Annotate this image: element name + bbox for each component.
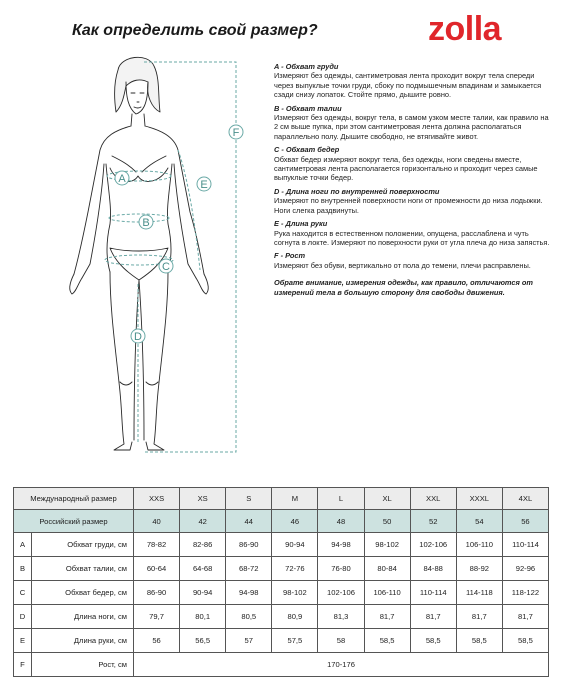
table-cell: 56 <box>134 629 180 653</box>
marker-a: A <box>118 173 126 185</box>
intl-size: XXL <box>410 488 456 510</box>
table-cell: 114-118 <box>456 581 502 605</box>
table-cell: 81,7 <box>456 605 502 629</box>
table-cell: 92-96 <box>502 557 548 581</box>
row-letter: D <box>14 605 32 629</box>
table-cell: 106-110 <box>364 581 410 605</box>
measure-f-heading: F - Рост <box>274 251 306 261</box>
rus-size: 50 <box>364 510 410 533</box>
measure-c-heading: C - Обхват бедер <box>274 145 340 155</box>
table-cell: 94-98 <box>226 581 272 605</box>
table-cell: 84-88 <box>410 557 456 581</box>
table-cell: 80,5 <box>226 605 272 629</box>
marker-d: D <box>134 331 142 343</box>
rus-size: 42 <box>180 510 226 533</box>
row-label: Обхват груди, см <box>32 533 134 557</box>
rus-size: 48 <box>318 510 364 533</box>
rus-size: 44 <box>226 510 272 533</box>
measurement-descriptions <box>274 62 550 297</box>
marker-f: F <box>232 127 240 139</box>
table-cell: 90-94 <box>180 581 226 605</box>
table-cell: 88-92 <box>456 557 502 581</box>
table-cell: 86-90 <box>226 533 272 557</box>
table-cell: 57,5 <box>272 629 318 653</box>
table-cell: 81,3 <box>318 605 364 629</box>
table-cell: 90-94 <box>272 533 318 557</box>
measure-e <box>274 219 550 247</box>
brand-logo: zolla <box>428 10 502 48</box>
table-cell: 110-114 <box>502 533 548 557</box>
measure-a-heading: A - Обхват груди <box>274 62 339 71</box>
measure-a <box>274 62 550 100</box>
table-cell: 81,7 <box>410 605 456 629</box>
table-cell: 57 <box>226 629 272 653</box>
table-cell: 98-102 <box>272 581 318 605</box>
table-cell: 79,7 <box>134 605 180 629</box>
measure-f-text: Измеряют без обуви, вертикально от пола до темени, плечи расправлены. <box>274 260 531 270</box>
row-label: Обхват бедер, см <box>32 581 134 605</box>
measure-d <box>274 187 550 215</box>
measure-d-heading: D - Длина ноги по внутренней поверхности <box>274 186 440 196</box>
rus-size-row <box>14 510 549 533</box>
intl-size-row <box>14 488 549 510</box>
fit-note: Обрате внимание, измерения одежды, как правило, отличаются от измерений тела в большую сторону для свободы движения. <box>274 278 533 297</box>
measure-c <box>274 145 550 183</box>
intl-size: M <box>272 488 318 510</box>
table-cell: 86-90 <box>134 581 180 605</box>
measure-b-heading: B - Обхват талии <box>274 103 342 113</box>
table-cell: 106-110 <box>456 533 502 557</box>
intl-size: S <box>226 488 272 510</box>
measure-f <box>274 251 550 270</box>
table-cell: 58,5 <box>456 629 502 653</box>
intl-size: XXS <box>134 488 180 510</box>
intl-size: XS <box>180 488 226 510</box>
table-cell: 78-82 <box>134 533 180 557</box>
rus-size: 46 <box>272 510 318 533</box>
table-cell: 64-68 <box>180 557 226 581</box>
row-label: Длина руки, см <box>32 629 134 653</box>
table-cell: 80,9 <box>272 605 318 629</box>
measure-a-text: Измеряют без одежды, сантиметровая лента проходит вокруг тела спереди через выпуклые точки груди, сбоку по подмышечным впадинам и замыкается сзади снизу лопаток. Стойте прямо, дышите ровно. <box>274 71 542 100</box>
size-table <box>13 487 549 677</box>
rus-size: 54 <box>456 510 502 533</box>
page-title: Как определить свой размер? <box>72 22 318 39</box>
rus-size-label: Российский размер <box>14 510 134 533</box>
rus-size: 40 <box>134 510 180 533</box>
row-letter: F <box>14 653 32 677</box>
marker-c: C <box>162 261 170 273</box>
table-cell: 81,7 <box>364 605 410 629</box>
table-cell: 110-114 <box>410 581 456 605</box>
row-letter: C <box>14 581 32 605</box>
table-cell: 80-84 <box>364 557 410 581</box>
row-label: Рост, см <box>32 653 134 677</box>
table-cell: 81,7 <box>502 605 548 629</box>
rus-size: 52 <box>410 510 456 533</box>
measure-c-text: Обхват бедер измеряют вокруг тела, без одежды, ноги сведены вместе, сантиметровая лента располагается горизонтально и проходит через самые выпуклые точки бедер. <box>274 154 538 183</box>
row-letter: B <box>14 557 32 581</box>
measure-b-text: Измеряют без одежды, вокруг тела, в самом узком месте талии, как правило на 2 см выше пупка, при этом сантиметровая лента должна располагаться параллельно полу. Дышите свободно, не втягивайте живот. <box>274 113 549 141</box>
table-cell: 58,5 <box>410 629 456 653</box>
table-row-hips <box>14 581 549 605</box>
table-cell: 68-72 <box>226 557 272 581</box>
table-cell: 58,5 <box>502 629 548 653</box>
row-label: Длина ноги, см <box>32 605 134 629</box>
table-row-leg-length <box>14 605 549 629</box>
table-cell: 82-86 <box>180 533 226 557</box>
table-row-height <box>14 653 549 677</box>
table-cell: 118-122 <box>502 581 548 605</box>
measure-b <box>274 104 550 142</box>
intl-size: XL <box>364 488 410 510</box>
row-letter: A <box>14 533 32 557</box>
marker-e: E <box>200 179 208 191</box>
table-cell: 102-106 <box>410 533 456 557</box>
intl-size: 4XL <box>502 488 548 510</box>
table-cell: 60-64 <box>134 557 180 581</box>
measure-e-heading: E - Длина руки <box>274 219 328 229</box>
table-cell: 102-106 <box>318 581 364 605</box>
table-cell: 58 <box>318 629 364 653</box>
body-measurement-figure <box>40 52 270 462</box>
rus-size: 56 <box>502 510 548 533</box>
table-row-waist <box>14 557 549 581</box>
height-value: 170-176 <box>134 653 549 677</box>
intl-size: XXXL <box>456 488 502 510</box>
intl-size-label: Международный размер <box>14 488 134 510</box>
table-cell: 98-102 <box>364 533 410 557</box>
table-cell: 94-98 <box>318 533 364 557</box>
table-row-arm-length <box>14 629 549 653</box>
intl-size: L <box>318 488 364 510</box>
marker-b: B <box>142 217 150 229</box>
measure-e-text: Рука находится в естественном положении, опущена, расслаблена и чуть согнута в локте. Измеряют по поверхности руки от угла плеча до низа запястья. <box>274 228 550 247</box>
row-letter: E <box>14 629 32 653</box>
table-cell: 80,1 <box>180 605 226 629</box>
measure-d-text: Измеряют по внутренней поверхности ноги от промежности до низа лодыжки. Ноги слегка раздвинуты. <box>274 196 543 215</box>
table-row-chest <box>14 533 549 557</box>
table-cell: 76-80 <box>318 557 364 581</box>
row-label: Обхват талии, см <box>32 557 134 581</box>
table-cell: 56,5 <box>180 629 226 653</box>
table-cell: 72-76 <box>272 557 318 581</box>
table-cell: 58,5 <box>364 629 410 653</box>
